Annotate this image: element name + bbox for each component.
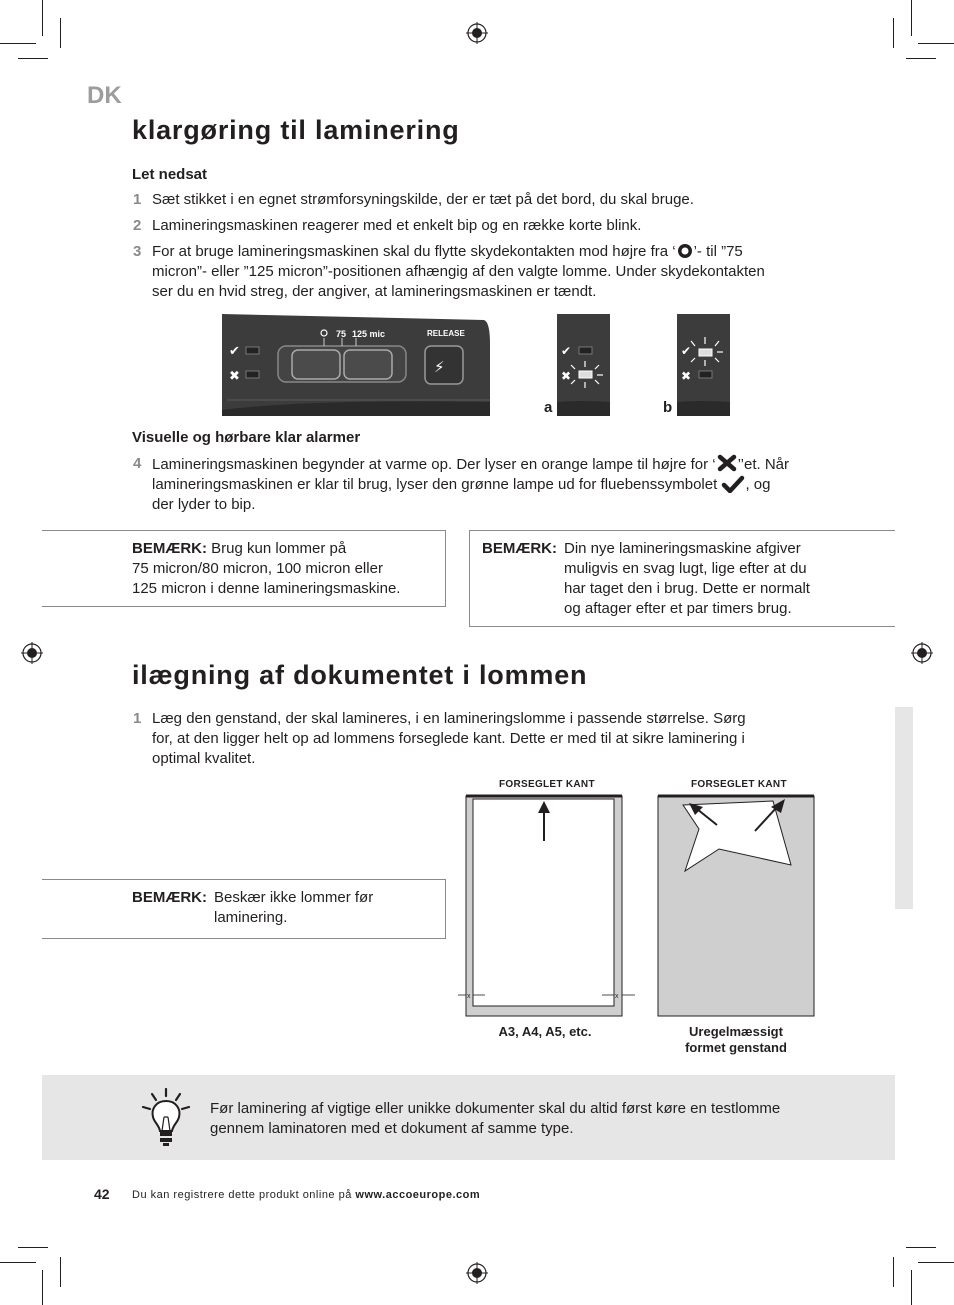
note-box-trim: BEMÆRK: Beskær ikke lommer før laminering.: [42, 879, 446, 939]
panel-label-125: 125 mic: [352, 329, 386, 339]
pouch-standard-figure: [455, 793, 640, 1018]
step-number: 4: [133, 455, 142, 472]
language-tag: DK: [87, 82, 122, 109]
checkmark-icon: [721, 475, 745, 493]
page-number: 42: [94, 1186, 110, 1202]
panel-detail-b: [677, 314, 731, 416]
caption-irregular-item: Uregelmæssigt formet genstand: [685, 1024, 787, 1055]
sealed-edge-label: FORSEGLET KANT: [691, 779, 787, 790]
step-text: Sæt stikket i en egnet strømforsyningskilde, der er tæt på det bord, du skal bruge.: [152, 191, 694, 208]
footer-text: Du kan registrere dette produkt online på www.accoeurope.com: [132, 1189, 481, 1201]
svg-text:✖: ✖: [561, 369, 572, 383]
svg-text:⚡: ⚡: [434, 358, 445, 376]
subtitle-alarms: Visuelle og hørbare klar alarmer: [132, 429, 361, 446]
pouch-irregular-figure: [655, 793, 817, 1018]
svg-text:✔: ✔: [561, 344, 572, 358]
caption-standard-sizes: A3, A4, A5, etc.: [498, 1024, 592, 1039]
note-box-smell: BEMÆRK: Din nye lamineringsmaskine afgiver muligvis en svag lugt, lige efter at du har taget den i brug. Dette er normalt og aftager efter et par timers brug.: [469, 530, 895, 627]
sealed-edge-label: FORSEGLET KANT: [499, 779, 595, 790]
svg-text:✖: ✖: [229, 369, 240, 384]
figure-label-a: a: [544, 399, 553, 416]
svg-text:✖: ✖: [681, 369, 692, 383]
svg-text:x: x: [615, 993, 619, 1000]
step-text: Lamineringsmaskinen reagerer med et enkelt bip og en række korte blink.: [152, 217, 642, 234]
svg-text:x: x: [467, 993, 471, 1000]
section-title-preparation: klargøring til laminering: [132, 115, 460, 145]
panel-label-release: RELEASE: [427, 329, 465, 338]
step-number: 1: [133, 710, 142, 727]
svg-text:✔: ✔: [229, 344, 240, 359]
control-panel-illustration: [222, 314, 492, 416]
panel-detail-a: [557, 314, 611, 416]
note-box-pouches: BEMÆRK: Brug kun lommer på 75 micron/80 micron, 100 micron eller 125 micron i denne lamineringsmaskine.: [42, 530, 446, 607]
tip-text: Før laminering af vigtige eller unikke dokumenter skal du altid først køre en testlomme gennem laminatoren med et dokument af samme type.: [210, 1100, 781, 1137]
step-number: 1: [133, 191, 142, 208]
side-tab: [895, 707, 913, 909]
registration-mark-icon: [466, 22, 488, 44]
registration-mark-icon: [466, 1262, 488, 1284]
cross-icon: [716, 454, 738, 472]
tip-box: [42, 1075, 895, 1160]
step-number: 2: [133, 217, 142, 234]
figure-label-b: b: [663, 399, 673, 416]
svg-text:✔: ✔: [681, 344, 692, 358]
step-text: For at bruge lamineringsmaskinen skal du flytte skydekontakten mod højre fra ‘ ’- til ”75 micron”- eller ”125 micron”-positionen afhængig af den valgte lomme. Under skydekontakten ser du en hvid streg, der angiver, at lamineringsmaskinen er tændt.: [152, 243, 765, 300]
lightbulb-icon: [140, 1087, 192, 1147]
section-title-loading: ilægning af dokumentet i lommen: [132, 660, 588, 690]
step-text: Læg den genstand, der skal lamineres, i en lamineringslomme i passende størrelse. Sørg for, at den ligger helt op ad lommens forseglede kant. Dette er med til at sikre laminering i optimal kvalitet.: [152, 710, 746, 767]
registration-mark-icon: [911, 642, 933, 664]
ring-icon: [676, 243, 694, 259]
step-text: Lamineringsmaskinen begynder at varme op. Der lyser en orange lampe til højre for ‘ ’’et. Når lamineringsmaskinen er klar til brug, lyser den grønne lampe ud for fluebenssymbolet , og der lyder to bip.: [152, 456, 790, 513]
registration-mark-icon: [21, 642, 43, 664]
subtitle-setup: Let nedsat: [132, 166, 208, 183]
step-number: 3: [133, 243, 142, 260]
panel-label-75: 75: [336, 329, 347, 339]
footer-link[interactable]: www.accoeurope.com: [355, 1189, 481, 1201]
